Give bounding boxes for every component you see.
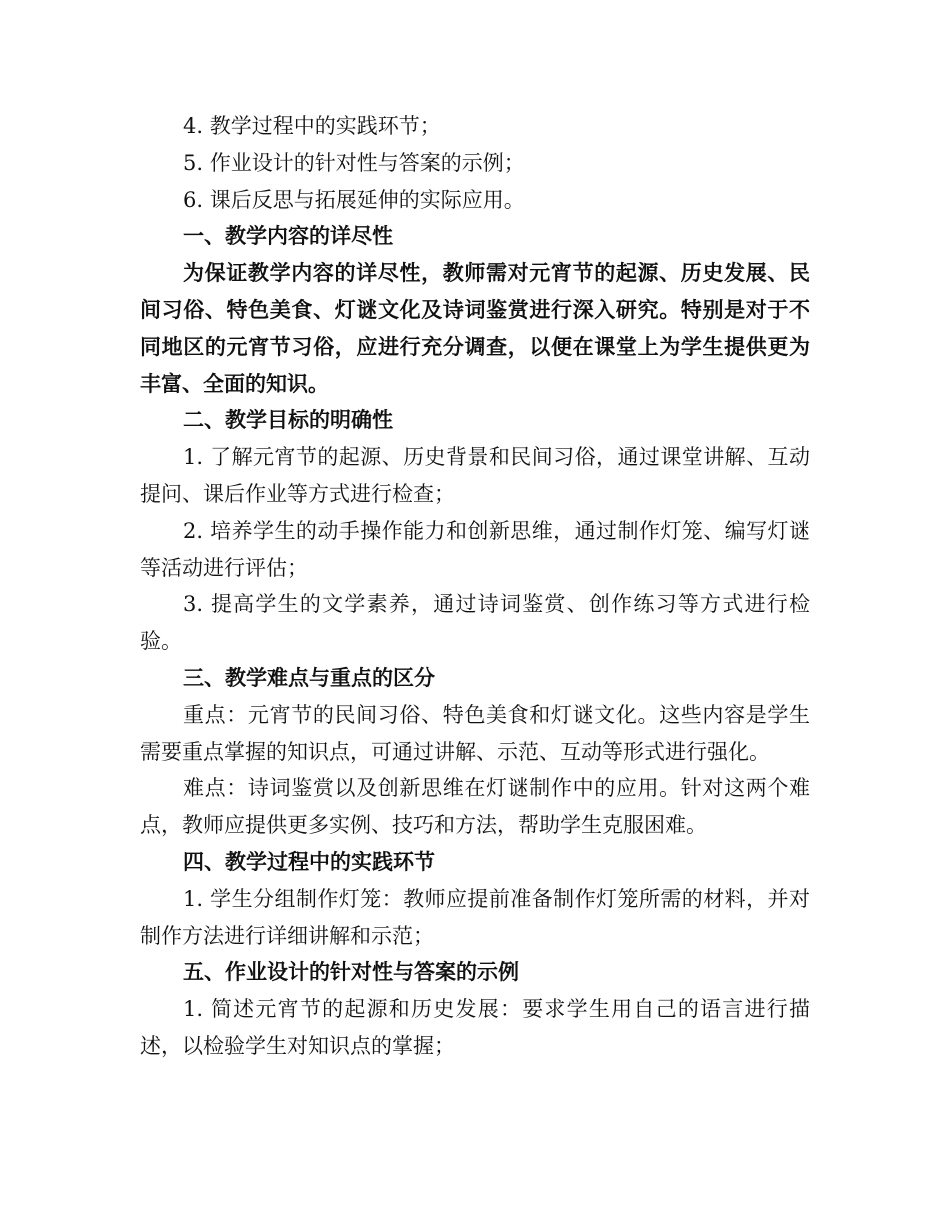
section-heading: 五、作业设计的针对性与答案的示例 [183,960,519,985]
paragraph: 重点：元宵节的民间习俗、特色美食和灯谜文化。这些内容是学生需要重点掌握的知识点，可通过讲解、示范、互动等形式进行强化。 [140,702,810,764]
document-body [140,108,810,1065]
list-item: 6. 课后反思与拓展延伸的实际应用。 [183,187,525,212]
list-item: 1. 学生分组制作灯笼：教师应提前准备制作灯笼所需的材料，并对制作方法进行详细讲解和示范； [140,886,810,948]
section-heading: 一、教学内容的详尽性 [183,224,393,249]
bold-paragraph: 为保证教学内容的详尽性，教师需对元宵节的起源、历史发展、民间习俗、特色美食、灯谜文化及诗词鉴赏进行深入研究。特别是对于不同地区的元宵节习俗，应进行充分调查，以便在课堂上为学生提供更为丰富、全面的知识。 [140,261,810,396]
list-item: 1. 简述元宵节的起源和历史发展：要求学生用自己的语言进行描述，以检验学生对知识点的掌握； [140,997,810,1058]
list-item: 2. 培养学生的动手操作能力和创新思维，通过制作灯笼、编写灯谜等活动进行评估； [140,518,810,580]
paragraph: 难点：诗词鉴赏以及创新思维在灯谜制作中的应用。针对这两个难点，教师应提供更多实例、技巧和方法，帮助学生克服困难。 [140,776,810,838]
section-heading: 三、教学难点与重点的区分 [183,665,435,690]
section-heading: 二、教学目标的明确性 [183,408,393,433]
section-heading: 四、教学过程中的实践环节 [183,849,435,874]
list-item: 3. 提高学生的文学素养，通过诗词鉴赏、创作练习等方式进行检验。 [140,592,810,654]
list-item: 1. 了解元宵节的起源、历史背景和民间习俗，通过课堂讲解、互动提问、课后作业等方式进行检查； [140,445,810,506]
list-item: 5. 作业设计的针对性与答案的示例； [183,150,525,175]
list-item: 4. 教学过程中的实践环节； [183,114,441,138]
